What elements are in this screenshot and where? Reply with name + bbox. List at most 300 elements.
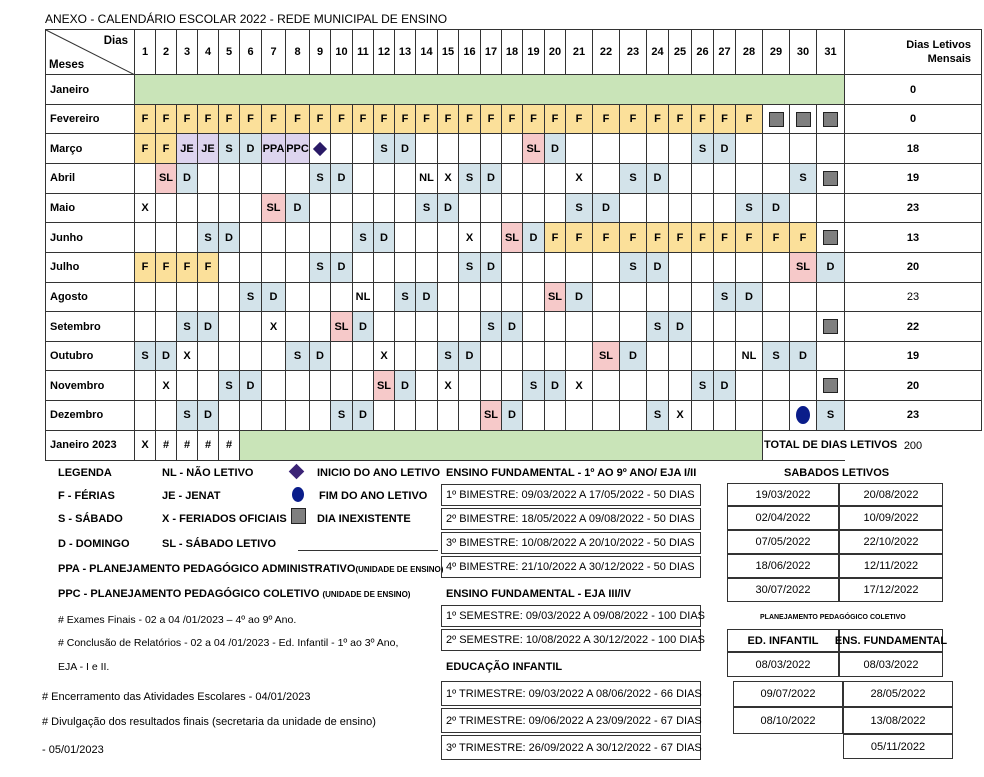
day-cell: S [763, 341, 790, 371]
day-cell [790, 282, 817, 312]
day-cell: D [395, 371, 416, 401]
day-header: 17 [481, 30, 502, 75]
divider [298, 550, 438, 551]
day-cell [502, 252, 523, 282]
day-cell: F [135, 104, 156, 134]
day-cell [177, 282, 198, 312]
calendar-row [46, 193, 982, 223]
day-cell: D [593, 193, 620, 223]
day-cell [692, 312, 714, 342]
day-cell [286, 282, 310, 312]
day-cell [310, 401, 331, 431]
day-cell: NL [736, 341, 763, 371]
day-cell [240, 223, 262, 253]
day-cell [177, 223, 198, 253]
day-cell: F [198, 252, 219, 282]
day-cell: F [790, 223, 817, 253]
day-header: 10 [331, 30, 353, 75]
day-cell [763, 164, 790, 194]
day-cell [135, 371, 156, 401]
day-cell: # [156, 430, 177, 460]
note-exames: # Exames Finais - 02 a 04 /01/2023 – 4º ao 9º Ano. [58, 614, 297, 626]
day-cell: S [374, 134, 395, 164]
day-cell [262, 401, 286, 431]
sabado-date: 30/07/2022 [727, 578, 839, 602]
day-header: 15 [438, 30, 459, 75]
day-cell: SL [593, 341, 620, 371]
day-cell [374, 282, 395, 312]
day-cell [620, 134, 647, 164]
day-cell [593, 134, 620, 164]
day-header: 16 [459, 30, 481, 75]
calendar-table [45, 29, 982, 461]
day-cell [219, 341, 240, 371]
month-total: 20 [845, 252, 982, 282]
day-header: 28 [736, 30, 763, 75]
day-cell [353, 341, 374, 371]
day-cell [135, 223, 156, 253]
month-label: Março [46, 134, 135, 164]
day-cell [310, 223, 331, 253]
ei-item: 1º TRIMESTRE: 09/03/2022 A 08/06/2022 - 66 DIAS [441, 681, 701, 706]
day-cell: S [416, 193, 438, 223]
day-cell [219, 401, 240, 431]
day-cell: X [438, 371, 459, 401]
gray-square-icon [769, 112, 784, 127]
day-cell [481, 282, 502, 312]
day-cell [593, 164, 620, 194]
day-cell [647, 341, 669, 371]
day-cell [763, 134, 790, 164]
day-cell [714, 193, 736, 223]
day-header: 27 [714, 30, 736, 75]
day-cell: D [240, 134, 262, 164]
day-cell: S [240, 282, 262, 312]
day-cell [669, 164, 692, 194]
day-cell [219, 193, 240, 223]
month-total: 23 [845, 401, 982, 431]
day-cell [286, 401, 310, 431]
day-cell: F [459, 104, 481, 134]
day-cell [331, 282, 353, 312]
month-total: 23 [845, 282, 982, 312]
calendar-row [46, 104, 982, 134]
day-cell: D [198, 401, 219, 431]
day-cell: X [262, 312, 286, 342]
day-cell: D [481, 164, 502, 194]
day-cell [763, 252, 790, 282]
day-header: 23 [620, 30, 647, 75]
ppc-col-ed-infantil: ED. INFANTIL [727, 629, 839, 652]
day-cell: F [395, 104, 416, 134]
day-cell: S [817, 401, 845, 431]
day-cell [790, 104, 817, 134]
day-cell [790, 401, 817, 431]
day-cell [736, 312, 763, 342]
day-cell: D [219, 223, 240, 253]
day-cell: S [135, 341, 156, 371]
day-cell [647, 371, 669, 401]
day-cell [790, 371, 817, 401]
day-cell: F [763, 223, 790, 253]
day-header: 13 [395, 30, 416, 75]
day-cell [240, 341, 262, 371]
diamond-icon [289, 464, 305, 480]
day-cell [156, 282, 177, 312]
gray-square-icon [823, 378, 838, 393]
day-cell [763, 104, 790, 134]
month-label: Julho [46, 252, 135, 282]
day-cell [240, 164, 262, 194]
day-cell: S [286, 341, 310, 371]
day-cell [374, 164, 395, 194]
day-cell [198, 371, 219, 401]
day-cell [714, 401, 736, 431]
day-cell [714, 164, 736, 194]
day-cell [374, 252, 395, 282]
day-cell: X [566, 164, 593, 194]
day-cell [545, 164, 566, 194]
day-cell: F [374, 104, 395, 134]
day-cell [459, 371, 481, 401]
day-cell: F [620, 104, 647, 134]
day-cell [566, 252, 593, 282]
day-cell [438, 134, 459, 164]
day-cell [416, 371, 438, 401]
day-cell [310, 134, 331, 164]
day-cell [714, 252, 736, 282]
day-cell: D [331, 164, 353, 194]
day-cell [736, 252, 763, 282]
day-cell [790, 312, 817, 342]
calendar-row [46, 75, 982, 105]
day-cell: SL [481, 401, 502, 431]
day-cell: F [736, 223, 763, 253]
day-cell [459, 134, 481, 164]
ef-title: ENSINO FUNDAMENTAL - 1º AO 9º ANO/ EJA I/II [446, 467, 697, 479]
day-cell [669, 341, 692, 371]
day-cell [156, 193, 177, 223]
day-cell [395, 193, 416, 223]
day-cell [416, 312, 438, 342]
day-header: 4 [198, 30, 219, 75]
day-cell [481, 223, 502, 253]
total-dias-letivos-value: 200 [845, 430, 982, 460]
corner-header [46, 30, 135, 75]
note-eja: EJA - I e II. [58, 661, 110, 673]
day-cell: F [135, 252, 156, 282]
day-cell [198, 341, 219, 371]
day-cell [817, 134, 845, 164]
day-cell: F [736, 104, 763, 134]
day-cell: S [692, 371, 714, 401]
day-cell [692, 282, 714, 312]
month-label: Dezembro [46, 401, 135, 431]
sabado-date: 20/08/2022 [839, 483, 943, 506]
day-cell [523, 193, 545, 223]
ef-item: 3º BIMESTRE: 10/08/2022 A 20/10/2022 - 50 DIAS [441, 532, 701, 554]
day-cell [438, 223, 459, 253]
day-cell: S [481, 312, 502, 342]
calendar-row [46, 252, 982, 282]
day-cell: D [310, 341, 331, 371]
day-cell [714, 341, 736, 371]
day-cell [331, 371, 353, 401]
legend-ppc: PPC - PLANEJAMENTO PEDAGÓGICO COLETIVO (UNIDADE DE ENSINO) [58, 588, 411, 600]
month-total: 20 [845, 371, 982, 401]
day-cell [459, 282, 481, 312]
day-cell [395, 164, 416, 194]
ppc-date: 08/03/2022 [839, 652, 943, 677]
day-cell [286, 371, 310, 401]
day-cell [310, 312, 331, 342]
day-cell: S [219, 371, 240, 401]
day-cell [692, 341, 714, 371]
day-cell [481, 134, 502, 164]
legend-d: D - DOMINGO [58, 538, 130, 550]
day-cell [620, 371, 647, 401]
day-cell [523, 282, 545, 312]
ef-item: 1º BIMESTRE: 09/03/2022 A 17/05/2022 - 50 DIAS [441, 484, 701, 506]
day-cell [817, 193, 845, 223]
diamond-icon [313, 142, 327, 156]
month-total: 0 [845, 75, 982, 105]
day-cell [438, 312, 459, 342]
day-cell [219, 312, 240, 342]
day-cell [817, 164, 845, 194]
day-cell [523, 341, 545, 371]
day-cell: # [177, 430, 198, 460]
day-cell [692, 164, 714, 194]
day-cell [502, 341, 523, 371]
corner-meses-label: Meses [49, 59, 85, 72]
sabado-date: 10/09/2022 [839, 506, 943, 530]
day-cell [353, 371, 374, 401]
gray-square-icon [823, 230, 838, 245]
day-cell [481, 193, 502, 223]
day-cell: F [566, 223, 593, 253]
day-cell: F [156, 134, 177, 164]
day-cell [647, 193, 669, 223]
day-cell: F [669, 104, 692, 134]
day-cell [438, 282, 459, 312]
day-cell [817, 341, 845, 371]
month-label: Fevereiro [46, 104, 135, 134]
day-cell: D [620, 341, 647, 371]
ppc-date: 08/03/2022 [727, 652, 839, 677]
day-cell: S [647, 312, 669, 342]
day-header: 19 [523, 30, 545, 75]
legend-ppa: PPA - PLANEJAMENTO PEDAGÓGICO ADMINISTRATIVO(UNIDADE DE ENSINO) [58, 563, 444, 575]
gray-square-icon [291, 508, 306, 524]
day-cell [481, 341, 502, 371]
day-cell [593, 312, 620, 342]
dias-letivos-header: Dias Letivos Mensais [845, 30, 982, 75]
month-total: 0 [845, 104, 982, 134]
day-cell: D [481, 252, 502, 282]
day-cell: D [240, 371, 262, 401]
day-cell [156, 401, 177, 431]
day-cell: D [647, 164, 669, 194]
day-cell: F [177, 104, 198, 134]
day-cell: D [198, 312, 219, 342]
day-cell [438, 401, 459, 431]
month-total: 22 [845, 312, 982, 342]
day-cell: F [714, 104, 736, 134]
day-cell [310, 282, 331, 312]
day-cell: JE [198, 134, 219, 164]
day-cell: S [331, 401, 353, 431]
day-header: 14 [416, 30, 438, 75]
day-header: 12 [374, 30, 395, 75]
day-cell: F [647, 223, 669, 253]
day-cell [502, 164, 523, 194]
eja-title: ENSINO FUNDAMENTAL - EJA III/IV [446, 588, 631, 600]
ppc-date: 28/05/2022 [843, 681, 953, 707]
day-cell [310, 371, 331, 401]
day-cell [286, 252, 310, 282]
day-cell [219, 252, 240, 282]
day-cell [331, 193, 353, 223]
day-cell: F [262, 104, 286, 134]
day-cell: X [135, 430, 156, 460]
day-cell [763, 371, 790, 401]
day-cell: # [198, 430, 219, 460]
day-cell: S [523, 371, 545, 401]
day-cell: X [438, 164, 459, 194]
day-cell [817, 312, 845, 342]
day-cell [692, 252, 714, 282]
day-cell: SL [545, 282, 566, 312]
day-cell: S [310, 164, 331, 194]
day-cell [135, 282, 156, 312]
day-cell [763, 282, 790, 312]
day-cell: D [790, 341, 817, 371]
day-cell: S [177, 312, 198, 342]
day-cell [331, 223, 353, 253]
month-total: 13 [845, 223, 982, 253]
day-cell: F [566, 104, 593, 134]
day-cell [692, 193, 714, 223]
month-label: Janeiro 2023 [46, 430, 135, 460]
calendar-row [46, 134, 982, 164]
day-cell [817, 104, 845, 134]
day-cell [240, 401, 262, 431]
day-header: 6 [240, 30, 262, 75]
day-cell: D [502, 312, 523, 342]
day-cell: D [395, 134, 416, 164]
day-cell: SL [262, 193, 286, 223]
day-cell: F [545, 104, 566, 134]
day-cell: S [353, 223, 374, 253]
day-cell: SL [331, 312, 353, 342]
month-total: 19 [845, 164, 982, 194]
day-cell [416, 134, 438, 164]
day-cell: X [156, 371, 177, 401]
day-header: 31 [817, 30, 845, 75]
sabado-date: 12/11/2022 [839, 554, 943, 578]
eja-item: 2º SEMESTRE: 10/08/2022 A 30/12/2022 - 100 DIAS [441, 629, 701, 651]
day-cell [669, 252, 692, 282]
day-cell: X [566, 371, 593, 401]
day-cell [219, 164, 240, 194]
month-label: Outubro [46, 341, 135, 371]
day-cell [156, 312, 177, 342]
day-cell [395, 252, 416, 282]
day-cell: F [135, 134, 156, 164]
legend-s: S - SÁBADO [58, 513, 123, 525]
month-total: 19 [845, 341, 982, 371]
day-header: 20 [545, 30, 566, 75]
month-label: Agosto [46, 282, 135, 312]
day-cell: D [156, 341, 177, 371]
day-cell [177, 193, 198, 223]
day-cell: SL [156, 164, 177, 194]
calendar-row [46, 282, 982, 312]
day-cell: S [459, 164, 481, 194]
day-cell: SL [523, 134, 545, 164]
day-cell [459, 312, 481, 342]
day-cell [736, 134, 763, 164]
day-cell: F [331, 104, 353, 134]
day-cell [395, 312, 416, 342]
day-cell: F [647, 104, 669, 134]
ei-title: EDUCAÇÃO INFANTIL [446, 661, 563, 673]
day-cell: F [620, 223, 647, 253]
day-cell: S [620, 252, 647, 282]
day-cell [374, 193, 395, 223]
day-cell [353, 164, 374, 194]
day-cell [374, 312, 395, 342]
day-cell: D [459, 341, 481, 371]
day-header: 18 [502, 30, 523, 75]
day-cell: F [438, 104, 459, 134]
day-cell: S [620, 164, 647, 194]
legend-fim: FIM DO ANO LETIVO [319, 490, 428, 502]
day-cell [286, 312, 310, 342]
total-dias-letivos-label: TOTAL DE DIAS LETIVOS [763, 430, 845, 460]
legend-inicio: INICIO DO ANO LETIVO [317, 467, 441, 479]
day-header: 7 [262, 30, 286, 75]
day-cell [736, 401, 763, 431]
day-cell [262, 371, 286, 401]
day-cell: D [353, 312, 374, 342]
day-cell [545, 341, 566, 371]
day-cell [566, 134, 593, 164]
day-cell: F [156, 104, 177, 134]
day-cell [262, 223, 286, 253]
day-cell: D [545, 371, 566, 401]
day-header: 3 [177, 30, 198, 75]
day-cell [286, 223, 310, 253]
month-label: Abril [46, 164, 135, 194]
day-cell [523, 252, 545, 282]
day-cell [817, 371, 845, 401]
day-cell: JE [177, 134, 198, 164]
day-cell: D [817, 252, 845, 282]
day-cell [593, 371, 620, 401]
day-cell: X [135, 193, 156, 223]
day-cell [669, 193, 692, 223]
day-cell: F [481, 104, 502, 134]
day-cell: S [459, 252, 481, 282]
day-cell [566, 401, 593, 431]
day-cell [135, 312, 156, 342]
day-cell: S [714, 282, 736, 312]
day-header: 11 [353, 30, 374, 75]
day-cell [262, 252, 286, 282]
calendar-row [46, 312, 982, 342]
